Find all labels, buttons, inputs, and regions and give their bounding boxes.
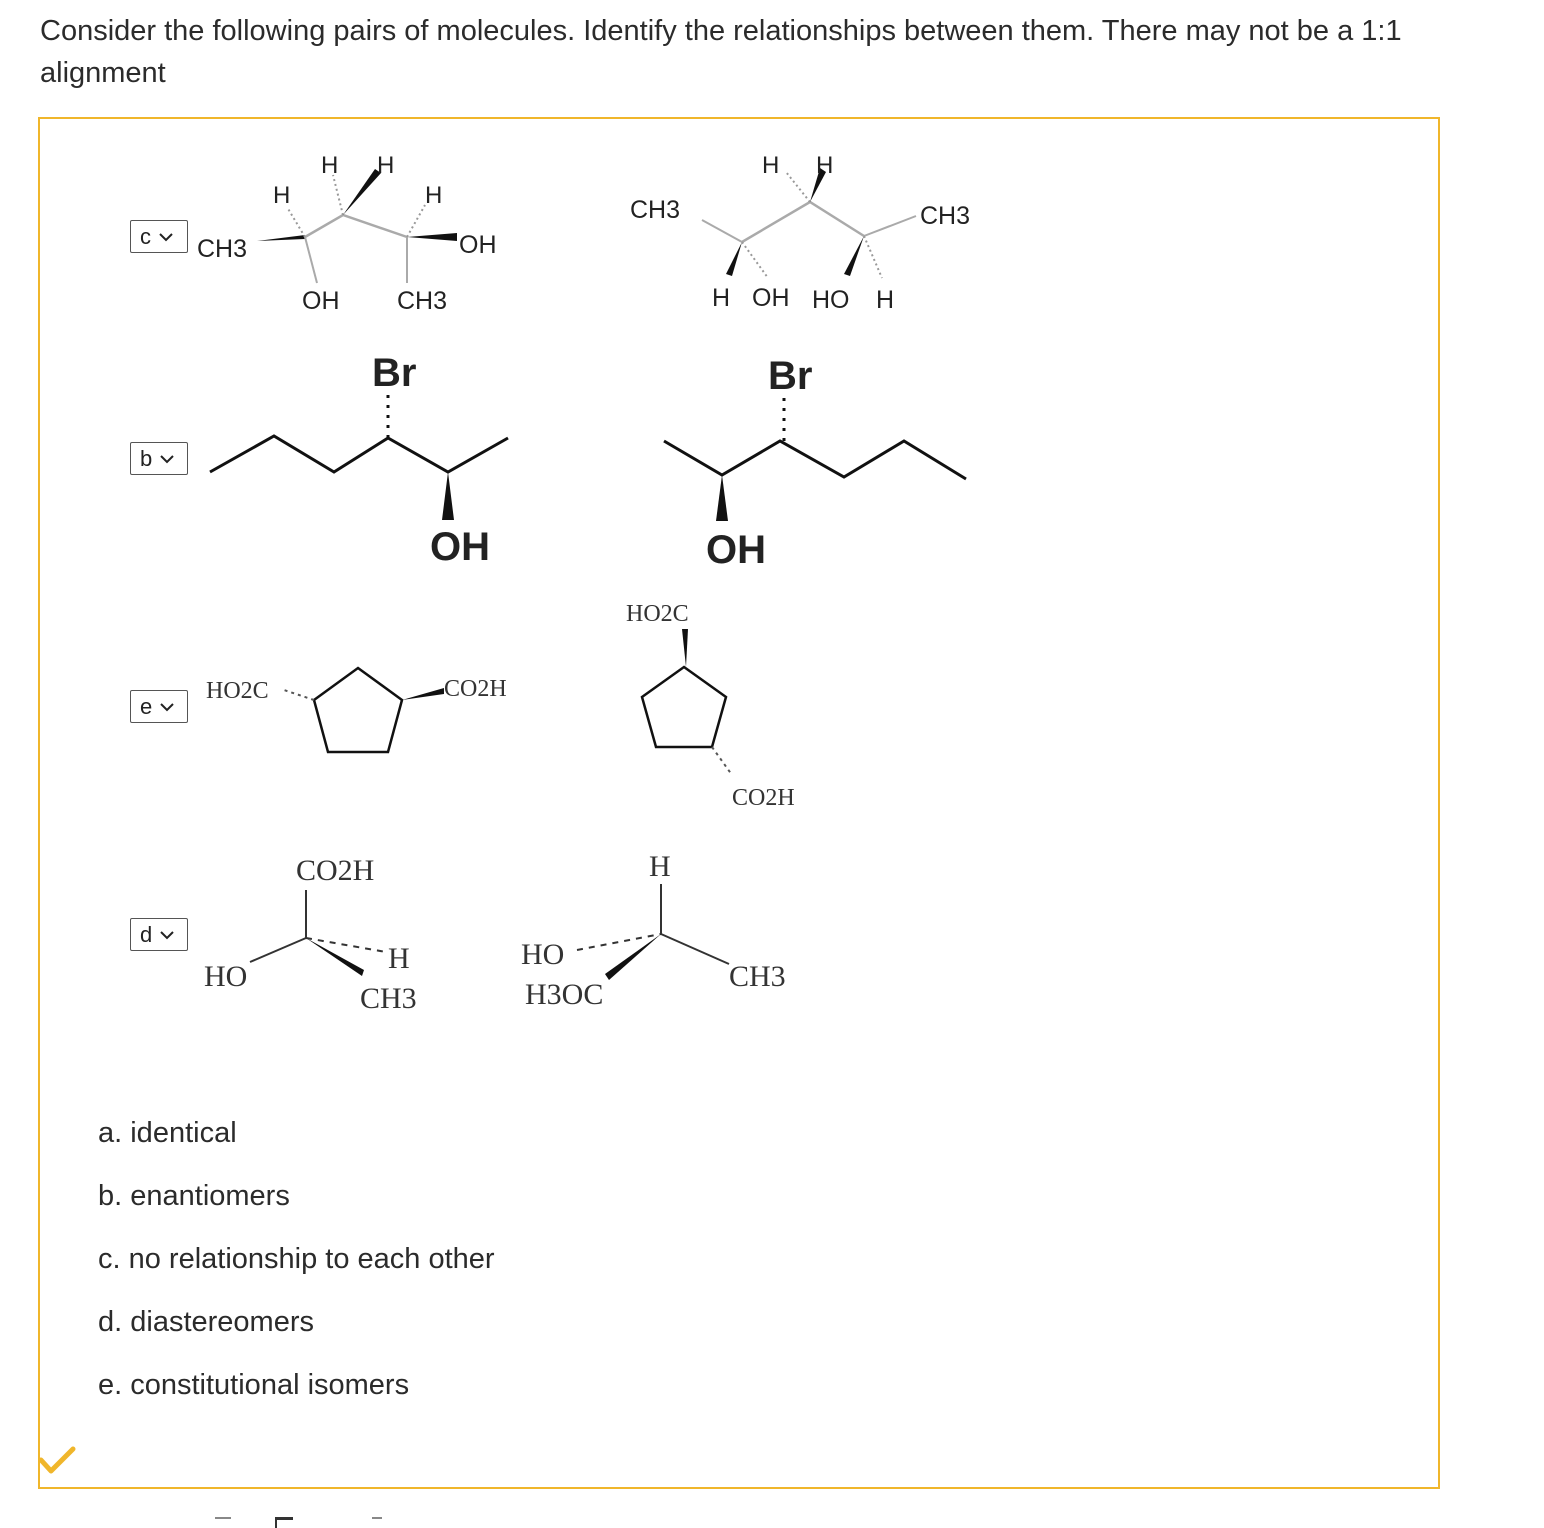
chevron-down-icon — [159, 701, 175, 713]
atom-label: H — [762, 152, 780, 179]
atom-label: CH3 — [920, 202, 971, 230]
atom-label: Br — [768, 354, 813, 398]
group-label: CH3 — [729, 960, 786, 993]
atom-label: OH — [752, 284, 790, 312]
relationship-select-row-2[interactable] — [130, 442, 188, 475]
atom-label: H — [816, 152, 834, 179]
atom-label: OH — [459, 231, 497, 259]
atom-label: OH — [302, 287, 340, 315]
selected-value: b — [140, 445, 153, 471]
chevron-down-icon — [159, 453, 175, 465]
atom-label: H — [876, 286, 895, 314]
atom-label: H — [273, 182, 291, 209]
group-label: HO2C — [206, 678, 269, 704]
option-enantiomers: b. enantiomers — [98, 1180, 290, 1212]
group-label: CO2H — [444, 676, 507, 702]
selected-value: e — [140, 693, 153, 719]
atom-label: OH — [430, 525, 490, 569]
group-label: CO2H — [732, 785, 795, 811]
relationship-select-row-4[interactable] — [130, 918, 188, 951]
atom-label: CH3 — [197, 235, 248, 263]
option-constitutional-isomers: e. constitutional isomers — [98, 1369, 410, 1401]
atom-label: OH — [706, 528, 766, 572]
footer-fragment — [275, 1517, 293, 1528]
group-label: HO — [204, 960, 248, 993]
option-no-relationship: c. no relationship to each other — [98, 1243, 495, 1275]
molecule-row2-left — [200, 340, 530, 580]
group-label: H — [388, 942, 410, 975]
atom-label: H — [425, 182, 443, 209]
atom-label: H — [712, 284, 731, 312]
atom-label: CH3 — [630, 196, 681, 224]
footer-fragment — [372, 1517, 382, 1527]
group-label: HO — [521, 938, 565, 971]
atom-label: Br — [372, 351, 417, 395]
atom-label: HO — [812, 286, 850, 314]
relationship-select-row-3[interactable] — [130, 690, 188, 723]
molecule-row4-left — [200, 840, 460, 1020]
molecule-row3-right — [620, 595, 820, 815]
molecule-row1-right — [620, 140, 1000, 330]
molecule-row4-right — [515, 840, 815, 1020]
selected-value: d — [140, 921, 153, 947]
group-label: HO2C — [626, 601, 689, 627]
group-label: H — [649, 850, 671, 883]
relationship-select-row-1[interactable] — [130, 220, 188, 253]
molecule-row1-left — [195, 145, 525, 335]
option-diastereomers: d. diastereomers — [98, 1306, 314, 1338]
group-label: H3OC — [525, 978, 604, 1011]
group-label: CO2H — [296, 854, 375, 887]
atom-label: H — [321, 152, 339, 179]
group-label: CH3 — [360, 982, 417, 1015]
chevron-down-icon — [158, 231, 174, 243]
answer-options-list — [98, 1108, 495, 1423]
selected-value: c — [140, 223, 151, 249]
chevron-down-icon — [159, 929, 175, 941]
molecule-row2-right — [660, 345, 980, 585]
footer-fragment — [215, 1517, 231, 1527]
atom-label: H — [377, 152, 395, 179]
option-identical: a. identical — [98, 1117, 237, 1149]
molecule-row3-left — [200, 660, 530, 770]
question-text: Consider the following pairs of molecules. Identify the relationships between them. There may not be a 1:1 alignment — [40, 15, 1402, 89]
atom-label: CH3 — [397, 287, 448, 315]
checkmark-icon — [38, 1446, 76, 1476]
